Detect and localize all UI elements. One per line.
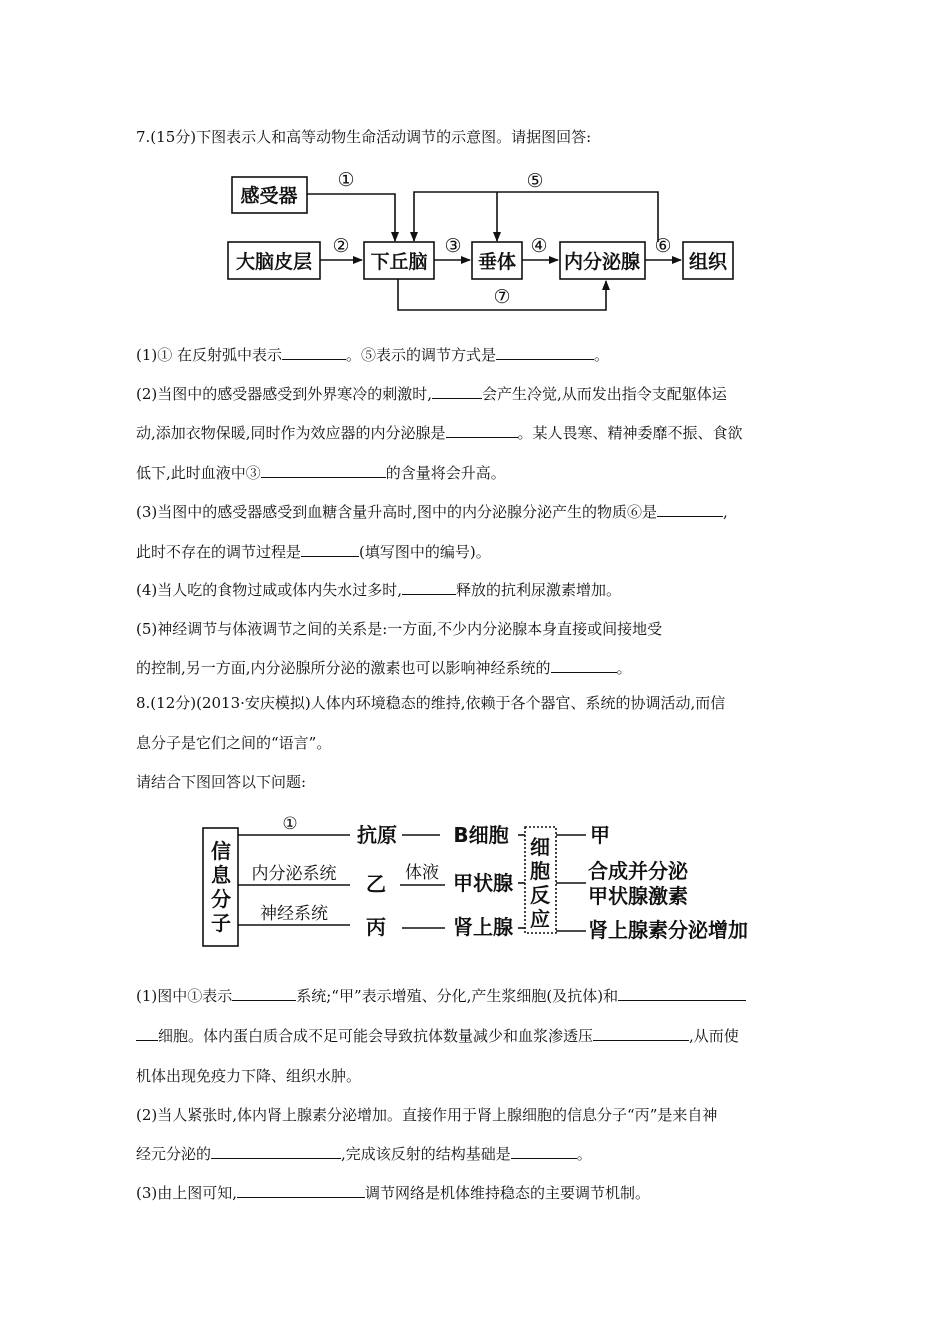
receptor-label: 感受器 bbox=[240, 185, 298, 207]
adrenal-label: 肾上腺 bbox=[453, 915, 513, 939]
answer-blank[interactable] bbox=[432, 384, 482, 399]
q7-part3-line1: (3)当图中的感受器感受到血糖含量升高时,图中的内分泌腺分泌产生的物质⑥是 , bbox=[136, 503, 728, 521]
synth-label-2: 甲状腺激素 bbox=[588, 884, 688, 908]
body-fluid-label: 体液 bbox=[405, 863, 439, 883]
answer-blank[interactable] bbox=[618, 986, 746, 1001]
answer-blank[interactable] bbox=[301, 542, 359, 557]
circle1-label: ① bbox=[282, 814, 298, 834]
q7-part4: (4)当人吃的食物过咸或体内失水过多时, 释放的抗利尿激素增加。 bbox=[136, 581, 622, 599]
jia-label: 甲 bbox=[590, 823, 610, 847]
arrow-1 bbox=[307, 194, 395, 241]
thyroid-label: 甲状腺 bbox=[453, 871, 513, 895]
answer-blank[interactable] bbox=[551, 658, 617, 673]
cortex-label: 大脑皮层 bbox=[235, 251, 313, 273]
q8-part1-line2: 细胞。体内蛋白质合成不足可能会导致抗体数量减少和血浆渗透压 ,从而使 bbox=[136, 1026, 739, 1046]
pituitary-label: 垂体 bbox=[477, 251, 517, 273]
cell-response-char-4: 应 bbox=[530, 907, 550, 931]
answer-blank[interactable] bbox=[282, 345, 346, 360]
answer-blank[interactable] bbox=[657, 502, 723, 517]
bcell-label: B细胞 bbox=[453, 823, 509, 847]
answer-blank[interactable] bbox=[446, 423, 518, 438]
q7-regulation-diagram bbox=[0, 160, 950, 500]
answer-blank[interactable] bbox=[237, 1183, 365, 1198]
bing-label: 丙 bbox=[366, 915, 386, 939]
q8-part2-line1: (2)当人紧张时,体内肾上腺素分泌增加。直接作用于肾上腺细胞的信息分子“丙”是来自神 bbox=[136, 1106, 718, 1124]
q7-part3-line2: 此时不存在的调节过程是 (填写图中的编号)。 bbox=[136, 543, 491, 561]
q8-signal-diagram bbox=[0, 806, 950, 966]
q7-part1: (1)① 在反射弧中表示 。⑤表示的调节方式是 。 bbox=[136, 346, 610, 364]
q7-part2-line2: 动,添加衣物保暖,同时作为效应器的内分泌腺是 。某人畏寒、精神委靡不振、食欲 bbox=[136, 424, 743, 442]
cell-response-char-2: 胞 bbox=[530, 859, 550, 883]
q8-part3: (3)由上图可知, 调节网络是机体维持稳态的主要调节机制。 bbox=[136, 1184, 651, 1202]
label-3: ③ bbox=[444, 235, 462, 257]
synth-label-1: 合成并分泌 bbox=[588, 859, 688, 883]
answer-blank[interactable] bbox=[136, 1026, 158, 1041]
q8-part1-line3: 机体出现免疫力下降、组织水肿。 bbox=[136, 1067, 362, 1085]
info-molecule-char-4: 子 bbox=[211, 911, 231, 935]
info-molecule-char-2: 息 bbox=[211, 863, 231, 887]
tissue-label: 组织 bbox=[688, 251, 728, 273]
label-4: ④ bbox=[530, 235, 548, 257]
answer-blank[interactable] bbox=[593, 1026, 689, 1041]
answer-blank[interactable] bbox=[402, 580, 456, 595]
q8-part1-line1: (1)图中①表示 系统;“甲”表示增殖、分化,产生浆细胞(及抗体)和 bbox=[136, 986, 746, 1006]
answer-blank[interactable] bbox=[232, 986, 296, 1001]
gland-label: 内分泌腺 bbox=[563, 251, 641, 273]
answer-blank[interactable] bbox=[496, 345, 594, 360]
q7-part5-line2: 的控制,另一方面,内分泌腺所分泌的激素也可以影响神经系统的 。 bbox=[136, 659, 632, 677]
answer-blank[interactable] bbox=[511, 1144, 577, 1159]
cell-response-char-1: 细 bbox=[530, 835, 550, 859]
label-1: ① bbox=[337, 169, 355, 191]
endocrine-label: 内分泌系统 bbox=[251, 864, 337, 884]
antigen-label: 抗原 bbox=[357, 823, 397, 847]
q7-part2-line1: (2)当图中的感受器感受到外界寒冷的刺激时, 会产生冷觉,从而发出指令支配躯体运 bbox=[136, 385, 727, 403]
info-molecule-char-3: 分 bbox=[211, 887, 231, 911]
q8-part2-line2: 经元分泌的 ,完成该反射的结构基础是 。 bbox=[136, 1145, 592, 1163]
answer-blank[interactable] bbox=[261, 463, 386, 478]
label-2: ② bbox=[332, 235, 350, 257]
label-6: ⑥ bbox=[654, 235, 672, 257]
answer-blank[interactable] bbox=[211, 1144, 341, 1159]
q7-part2-line3: 低下,此时血液中③ 的含量将会升高。 bbox=[136, 464, 506, 482]
q7-title: 7.(15分)下图表示人和高等动物生命活动调节的示意图。请据图回答: bbox=[136, 128, 592, 146]
adrenal-up-label: 肾上腺素分泌增加 bbox=[588, 918, 748, 942]
q8-title-line1: 8.(12分)(2013·安庆模拟)人体内环境稳态的维持,依赖于各个器官、系统的协调活动,而信 bbox=[136, 694, 726, 712]
q8-title-line2: 息分子是它们之间的“语言”。 bbox=[136, 734, 332, 752]
yi-label: 乙 bbox=[366, 872, 386, 896]
label-7: ⑦ bbox=[493, 286, 511, 308]
nervous-label: 神经系统 bbox=[260, 904, 328, 924]
hypothalamus-label: 下丘脑 bbox=[370, 251, 428, 273]
q7-part5-line1: (5)神经调节与体液调节之间的关系是:一方面,不少内分泌腺本身直接或间接地受 bbox=[136, 620, 663, 638]
label-5: ⑤ bbox=[526, 170, 544, 192]
cell-response-char-3: 反 bbox=[530, 883, 550, 907]
info-molecule-char-1: 信 bbox=[211, 839, 231, 863]
q8-intro: 请结合下图回答以下问题: bbox=[136, 773, 307, 791]
